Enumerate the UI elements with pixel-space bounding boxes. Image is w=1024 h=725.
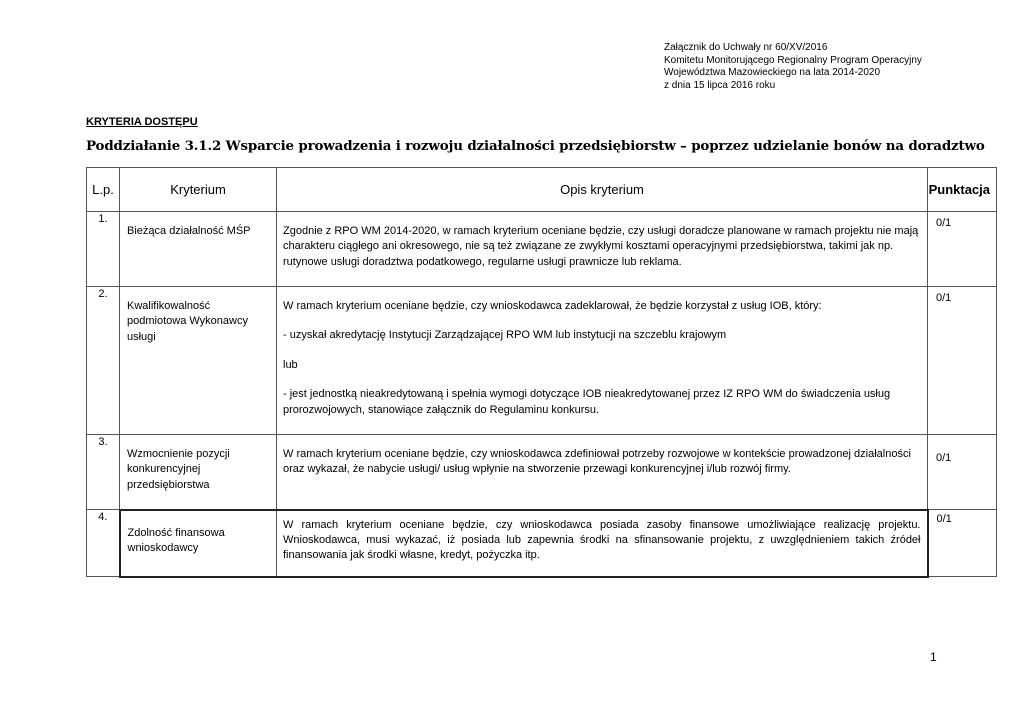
criterion-description — [277, 287, 928, 435]
page-title: Poddziałanie 3.1.2 Wsparcie prowadzenia i rozwoju działalności przedsiębiorstw – poprzez udzielanie bonów na doradztwo — [86, 138, 985, 154]
resolution-header-note — [664, 42, 922, 92]
criterion-name: Kwalifikowalność podmiotowa Wykonawcy usługi — [120, 287, 277, 435]
criterion-description — [277, 510, 928, 577]
header-note-line: Załącznik do Uchwały nr 60/XV/2016 — [664, 42, 828, 53]
header-note-line: Komitetu Monitorującego Regionalny Program Operacyjny — [664, 54, 922, 66]
description-paragraph: W ramach kryterium oceniane będzie, czy wnioskodawca zdefiniował potrzeby rozwojowe w kontekście prowadzonej działalności oraz wykazał, że nabycie usługi/ usług wpłynie na stworzenie przewagi konkurencyjnej i/lub rozwój firmy. — [283, 448, 911, 476]
table-row — [87, 212, 997, 287]
column-header-lp: L.p. — [87, 168, 120, 212]
page-number: 1 — [930, 650, 937, 664]
row-number: 1. — [87, 212, 120, 287]
criteria-table — [86, 167, 997, 578]
header-note-line: Województwa Mazowieckiego na lata 2014-2020 — [664, 67, 881, 78]
description-paragraph: W ramach kryterium oceniane będzie, czy wnioskodawca posiada zasoby finansowe umożliwiające realizację projektu. Wnioskodawca, musi wykazać, iż posiada lub zapewnia środki na sfinansowanie projektu, z uwzględnieniem takich źródeł finansowania jak środki własne, kredyt, pożyczka itp. — [283, 518, 921, 562]
column-header-criterion: Kryterium — [120, 168, 277, 212]
criterion-name: Wzmocnienie pozycji konkurencyjnej przedsiębiorstwa — [120, 435, 277, 510]
table-header-row — [87, 168, 997, 212]
criterion-name: Zdolność finansowa wnioskodawcy — [120, 510, 277, 577]
description-paragraph: Zgodnie z RPO WM 2014-2020, w ramach kryterium oceniane będzie, czy usługi doradcze planowane w ramach projektu nie mają charakteru ciągłego ani okresowego, nie są też związane ze zwykłymi kosztami operacyjnymi przedsiębiorstwa, takimi jak np. rutynowe usługi doradztwa podatkowego, regularne usługi prawnicze lub reklama. — [283, 225, 919, 268]
row-number: 4. — [87, 510, 120, 577]
criterion-score: 0/1 — [928, 212, 997, 287]
criterion-description — [277, 435, 928, 510]
column-header-description: Opis kryterium — [277, 168, 928, 212]
criterion-score: 0/1 — [928, 435, 997, 510]
criterion-name: Bieżąca działalność MŚP — [120, 212, 277, 287]
criterion-score: 0/1 — [928, 287, 997, 435]
criterion-score: 0/1 — [928, 510, 997, 577]
table-row — [87, 510, 997, 577]
header-note-line: z dnia 15 lipca 2016 roku — [664, 79, 776, 91]
description-paragraph: - uzyskał akredytację Instytucji Zarządzającej RPO WM lub instytucji na szczeblu krajowym — [283, 329, 727, 342]
row-number: 3. — [87, 435, 120, 510]
description-paragraph: W ramach kryterium oceniane będzie, czy wnioskodawca zadeklarował, że będzie korzystał z usług IOB, który: — [283, 300, 822, 312]
description-paragraph: lub — [283, 358, 298, 371]
table-row — [87, 435, 997, 510]
row-number: 2. — [87, 287, 120, 435]
table-row — [87, 287, 997, 435]
description-paragraph: - jest jednostką nieakredytowaną i spełnia wymogi dotyczące IOB nieakredytowanej przez IZ RPO WM do świadczenia usług prorozwojowych, stanowiące załącznik do Regulaminu konkursu. — [283, 388, 891, 416]
section-label: KRYTERIA DOSTĘPU — [86, 116, 198, 128]
criterion-description — [277, 212, 928, 287]
column-header-score: Punktacja — [928, 168, 997, 212]
